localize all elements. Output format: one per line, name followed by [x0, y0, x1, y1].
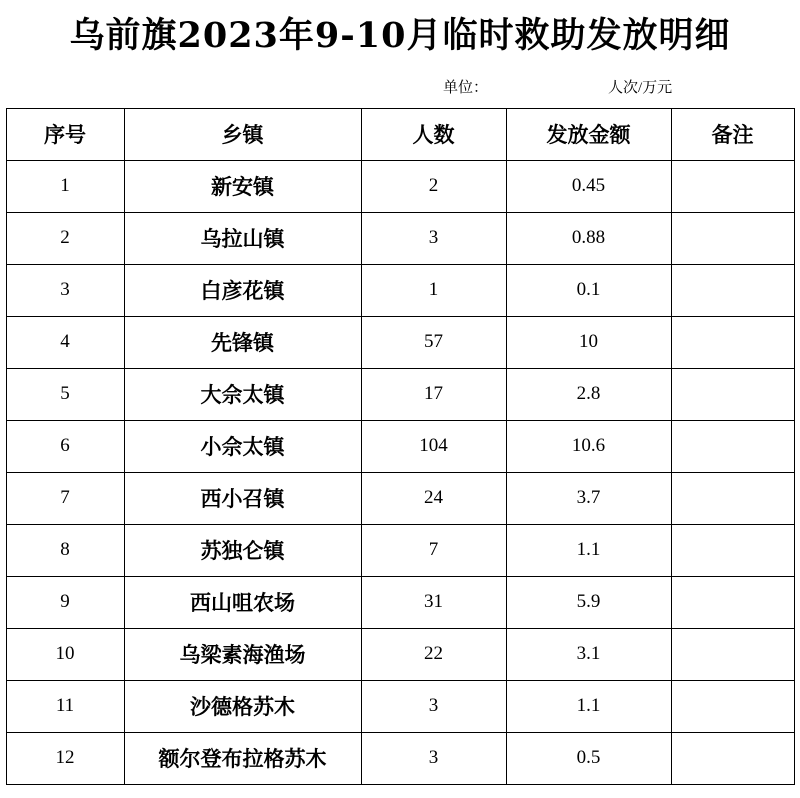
cell-note: [671, 420, 794, 472]
document-page: [0, 14, 800, 798]
cell-town: 苏独仑镇: [124, 524, 361, 576]
cell-town: 西小召镇: [124, 472, 361, 524]
table-row: [6, 368, 794, 420]
cell-amount: 10.6: [506, 420, 671, 472]
cell-amount: 3.1: [506, 628, 671, 680]
cell-note: [671, 524, 794, 576]
cell-amount: 2.8: [506, 368, 671, 420]
cell-town: 小佘太镇: [124, 420, 361, 472]
cell-index: 8: [6, 524, 124, 576]
column-header-index: 序号: [6, 108, 124, 160]
table-header-row: [6, 108, 794, 160]
cell-people: 1: [361, 264, 506, 316]
cell-amount: 0.88: [506, 212, 671, 264]
cell-people: 17: [361, 368, 506, 420]
cell-town: 沙德格苏木: [124, 680, 361, 732]
cell-index: 7: [6, 472, 124, 524]
column-header-amount: 发放金额: [506, 108, 671, 160]
cell-note: [671, 264, 794, 316]
cell-index: 6: [6, 420, 124, 472]
cell-people: 3: [361, 212, 506, 264]
cell-town: 额尔登布拉格苏木: [124, 732, 361, 784]
cell-amount: 0.45: [506, 160, 671, 212]
cell-town: 大佘太镇: [124, 368, 361, 420]
cell-people: 2: [361, 160, 506, 212]
cell-town: 先锋镇: [124, 316, 361, 368]
table-row: [6, 264, 794, 316]
cell-note: [671, 368, 794, 420]
table-row: [6, 524, 794, 576]
cell-town: 新安镇: [124, 160, 361, 212]
cell-index: 1: [6, 160, 124, 212]
cell-town: 乌拉山镇: [124, 212, 361, 264]
cell-note: [671, 212, 794, 264]
cell-amount: 5.9: [506, 576, 671, 628]
cell-note: [671, 472, 794, 524]
column-header-people: 人数: [361, 108, 506, 160]
cell-people: 104: [361, 420, 506, 472]
cell-town: 西山咀农场: [124, 576, 361, 628]
cell-town: 乌梁素海渔场: [124, 628, 361, 680]
table-row: [6, 212, 794, 264]
cell-town: 白彦花镇: [124, 264, 361, 316]
cell-people: 3: [361, 732, 506, 784]
relief-detail-table: [6, 108, 795, 785]
page-title: 乌前旗2023年9-10月临时救助发放明细: [69, 15, 731, 56]
cell-index: 4: [6, 316, 124, 368]
table-row: [6, 732, 794, 784]
cell-note: [671, 160, 794, 212]
cell-people: 3: [361, 680, 506, 732]
cell-amount: 3.7: [506, 472, 671, 524]
table-row: [6, 316, 794, 368]
cell-people: 22: [361, 628, 506, 680]
cell-note: [671, 732, 794, 784]
table-row: [6, 628, 794, 680]
cell-note: [671, 316, 794, 368]
cell-amount: 1.1: [506, 524, 671, 576]
cell-people: 7: [361, 524, 506, 576]
cell-amount: 10: [506, 316, 671, 368]
cell-people: 57: [361, 316, 506, 368]
table-row: [6, 680, 794, 732]
table-row: [6, 576, 794, 628]
unit-row: [0, 72, 800, 102]
cell-note: [671, 628, 794, 680]
cell-index: 5: [6, 368, 124, 420]
unit-label: 单位：: [443, 79, 489, 96]
cell-index: 12: [6, 732, 124, 784]
unit-value: 人次/万元: [608, 79, 673, 96]
cell-note: [671, 576, 794, 628]
table-row: [6, 160, 794, 212]
column-header-note: 备注: [671, 108, 794, 160]
cell-amount: 0.1: [506, 264, 671, 316]
table-row: [6, 420, 794, 472]
cell-index: 11: [6, 680, 124, 732]
table-row: [6, 472, 794, 524]
cell-index: 2: [6, 212, 124, 264]
cell-people: 24: [361, 472, 506, 524]
column-header-town: 乡镇: [124, 108, 361, 160]
cell-index: 10: [6, 628, 124, 680]
cell-index: 9: [6, 576, 124, 628]
cell-amount: 0.5: [506, 732, 671, 784]
cell-people: 31: [361, 576, 506, 628]
cell-amount: 1.1: [506, 680, 671, 732]
cell-note: [671, 680, 794, 732]
cell-index: 3: [6, 264, 124, 316]
